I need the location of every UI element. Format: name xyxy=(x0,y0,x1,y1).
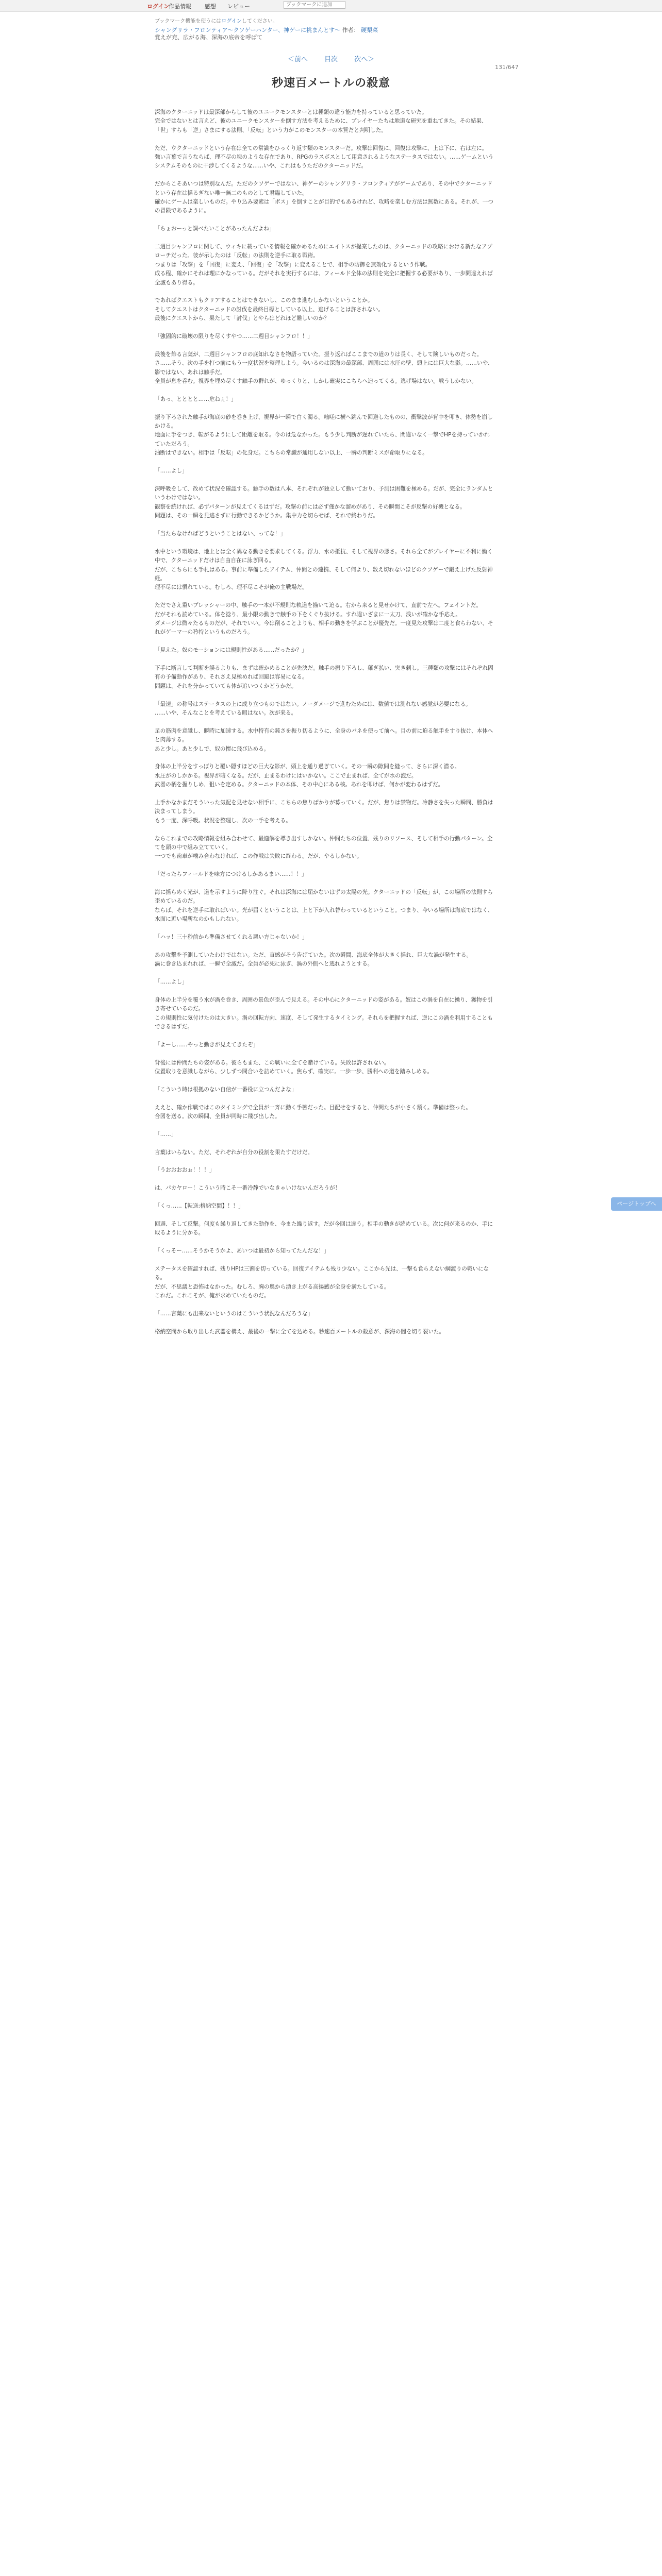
body-paragraph: 「ハッ！三十秒前から準備させてくれる悪い方じゃないか！」 xyxy=(155,934,308,940)
body-paragraph: 地面に手をつき、転がるようにして距離を取る。今のは危なかった。もう少し判断が遅れていたら、間違いなく一撃でHPを持っていかれていただろう。 xyxy=(155,432,490,447)
author-link[interactable]: 硬梨菜 xyxy=(361,27,378,33)
body-paragraph: は、パカヤロー！こういう時こそ一番冷静でいなきゃいけないんだろうが！ xyxy=(155,1185,341,1192)
body-paragraph: 「ちょおーっと調べたいことがあったんだよね」 xyxy=(155,226,275,232)
body-paragraph xyxy=(155,1175,495,1184)
body-paragraph: さ……そう、次の手を打つ前にもう一度状況を整理しよう。今いるのは深海の最深部、周囲には水圧の壁、頭上には巨大な影。……いや、影ではない、あれは触手だ。 xyxy=(155,360,493,376)
body-paragraph: 身体の上半分をすっぽりと覆い隠すほどの巨大な影が、頭上を通り過ぎていく。その一瞬の隙間を縫って、さらに深く潜る。 xyxy=(155,764,460,770)
body-paragraph: 「見えた。奴のモーションには規則性がある……だったか？」 xyxy=(155,647,307,654)
body-paragraph: ……いや、そんなことを考えている暇はない。次が来る。 xyxy=(155,709,297,716)
body-paragraph: 完全ではないとは言えど、彼のユニークモンスターを倒す方法を考えるために、プレイヤーたちは地道な研究を重ねてきた。その結果、「世」すらも「逆」さまにする法則、「反転」という力がこのモンスターの本質だと判明した。 xyxy=(155,118,487,133)
body-paragraph: ならこれまでの攻略情報を組み合わせて、最適解を導き出すしかない。仲間たちの位置、残りのリソース、そして相手の行動パターン。全てを頭の中で組み立てていく。 xyxy=(155,835,493,851)
body-paragraph: だがそれも読めている。体を捻り、最小限の動きで触手の下をくぐり抜ける。すれ違いざまに一太刀、浅いが確かな手応え。 xyxy=(155,611,461,618)
body-paragraph: あと少し。あと少しで、奴の懐に飛び込める。 xyxy=(155,745,270,752)
body-paragraph: 背後には仲間たちの姿がある。彼らもまた、この戦いに全てを賭けている。失敗は許されない。 xyxy=(155,1059,390,1066)
body-paragraph xyxy=(155,287,495,296)
novel-body xyxy=(155,108,495,2576)
body-paragraph: 一つでも歯車が噛み合わなければ、この作戦は失敗に終わる。だが、やるしかない。 xyxy=(155,853,362,860)
body-paragraph xyxy=(155,1094,495,1103)
body-paragraph: 深呼吸をして、改めて状況を確認する。触手の数は八本、それぞれが独立して動いており、予測は困難を極める。だが、完全にランダムというわけではない。 xyxy=(155,485,493,501)
body-paragraph xyxy=(155,924,495,933)
body-paragraph: 理不尽には慣れている。むしろ、理不尽こそが俺の主戦場だ。 xyxy=(155,584,308,591)
body-paragraph xyxy=(155,521,495,530)
body-paragraph xyxy=(155,538,495,547)
body-paragraph: だからこそあいつは特別なんだ。ただのクソゲーではない、神ゲーのシャングリラ・フロンティアがゲームであり、その中でクターニッドという存在は揺るぎない唯一無二のものとして君臨していた。 xyxy=(155,181,492,196)
body-paragraph: 「こういう時は根拠のない自信が一番役に立つんだよな」 xyxy=(155,1086,297,1093)
body-paragraph xyxy=(155,458,495,467)
body-paragraph xyxy=(155,1211,495,1219)
body-paragraph xyxy=(155,234,495,243)
body-paragraph: 「当たらなければどうということはない、ってな！」 xyxy=(155,530,286,537)
body-paragraph: だが、こちらにも手札はある。事前に準備したアイテム、仲間との連携、そして何より、数え切れないほどのクソゲーで鍛え上げた反射神経。 xyxy=(155,566,493,582)
body-paragraph: 身体の上半分を覆う水が渦を巻き、周囲の景色が歪んで見える。その中心にクターニッドの姿がある。奴はこの渦を自在に操り、獲物を引き寄せているのだ。 xyxy=(155,996,493,1012)
notice-login-link[interactable]: ログイン xyxy=(221,19,242,24)
body-paragraph xyxy=(155,324,495,332)
body-paragraph: 「うおおおおぉ！！！」 xyxy=(155,1167,215,1174)
episode-number: 131/647 xyxy=(495,64,519,71)
body-paragraph xyxy=(155,1031,495,1040)
nav-item-work-info[interactable]: 作品情報 xyxy=(169,3,191,10)
body-paragraph: ただでさえ重いプレッシャーの中、触手の一本が不規則な軌道を描いて迫る。右から来ると見せかけて、直前で左へ。フェイントだ。 xyxy=(155,602,482,609)
body-paragraph: ならば、それを逆手に取ればいい。光が届くということは、上と下が入れ替わっているということ。つまり、今いる場所は海底ではなく、水面に近い場所なのかもしれない。 xyxy=(155,907,493,923)
body-paragraph: 回避、そして反撃。何度も繰り返してきた動作を、今また繰り返す。だが今回は違う。相手の動きが読めている。次に何が来るのか、手に取るように分かる。 xyxy=(155,1221,493,1236)
body-paragraph: 上手かなかまだそういった気配を見せない相手に、こちらの焦りばかりが募っていく。だが、焦りは禁物だ。冷静さを失った瞬間、勝負は決まってしまう。 xyxy=(155,799,493,815)
body-paragraph: 水中という環境は、地上とは全く異なる動きを要求してくる。浮力、水の抵抗、そして視界の悪さ。それら全てがプレイヤーに不利に働く中で、クターニッドだけは自由自在に泳ぎ回る。 xyxy=(155,548,493,564)
body-paragraph: 下手に断言して判断を誤るよりも、まずは確かめることが先決だ。触手の振り下ろし、薙ぎ払い、突き刺し。三種類の攻撃にはそれぞれ固有の予備動作があり、それさえ見極めれば回避は容易になる。 xyxy=(155,665,493,681)
body-paragraph xyxy=(155,637,495,646)
body-paragraph xyxy=(155,386,495,395)
nav-item-comments[interactable]: 感想 xyxy=(205,3,216,10)
body-paragraph: 成る程、確かにそれは理にかなっている。だがそれを実行するには、フィールド全体の法則を完全に把握する必要があり、一歩間違えれば全滅もあり得る。 xyxy=(155,270,493,286)
body-paragraph: 「だったらフィールドを味方につけるしかあるまい……！！」 xyxy=(155,871,307,878)
body-paragraph: 「くっ……【転送:格納空間】！！」 xyxy=(155,1203,244,1209)
body-paragraph xyxy=(155,1121,495,1130)
body-paragraph: 観察を続ければ、必ずパターンが見えてくるはずだ。攻撃の前には必ず僅かな溜めがあり、その瞬間こそが反撃の好機となる。 xyxy=(155,503,466,510)
nav-item-review[interactable]: レビュー xyxy=(227,3,250,10)
body-paragraph xyxy=(155,1193,495,1202)
body-paragraph: この規則性に気付けたのは大きい。渦の回転方向、速度、そして発生するタイミング。それらを把握すれば、逆にこの渦を利用することもできるはずだ。 xyxy=(155,1014,493,1030)
body-paragraph: 最後を飾る言葉が、二週目シャンフロの底知れなさを物語っていた。振り返ればここまでの道のりは長く、そして険しいものだった。 xyxy=(155,351,483,358)
body-paragraph: ステータスを確認すれば、残りHPは三割を切っている。回復アイテムも残り少ない。ここから先は、一撃も食らえない綱渡りの戦いになる。 xyxy=(155,1265,489,1281)
body-paragraph: 強い言葉で言うならば、理不尽の塊のような存在であり、RPGのラスボスとして用意されるようなステータスではない。……ゲームというシステムそのものに干渉してくるような……いや、これはもうただのクターニッドだ。 xyxy=(155,154,494,170)
series-title-link[interactable]: シャングリラ・フロンティア〜クソゲーハンター、神ゲーに挑まんとす〜 xyxy=(155,27,341,33)
body-paragraph: 水圧がのしかかる。視界が暗くなる。だが、止まるわけにはいかない。ここで止まれば、全てが水の泡だ。 xyxy=(155,772,417,779)
body-paragraph: 武器の柄を握りしめ、狙いを定める。クターニッドの本体、その中心にある核。あれを叩けば、何かが変わるはずだ。 xyxy=(155,782,444,788)
body-paragraph: つまりは「攻撃」を「回復」に変え、「回復」を「攻撃」に変えることで、相手の防御を無効化するという作戦。 xyxy=(155,261,431,268)
body-paragraph: ダメージは微々たるものだが、それでいい。今は削ることよりも、相手の動きを学ぶことが優先だ。一度見た攻撃は二度と食らわない、それがゲーマーの矜持というものだろう。 xyxy=(155,620,493,636)
body-paragraph xyxy=(155,754,495,762)
body-paragraph xyxy=(155,790,495,799)
body-paragraph: 「最速」の称号はステータスの上に成り立つものではない。ノーダメージで進むためには、数値では測れない感覚が必要になる。 xyxy=(155,701,471,707)
author-label: 作者： xyxy=(342,27,359,33)
body-paragraph xyxy=(155,216,495,225)
body-paragraph xyxy=(155,135,495,144)
body-paragraph: 「強固的に破壊の限りを尽くすやつ……二週目シャンフロ！！」 xyxy=(155,333,313,340)
body-paragraph xyxy=(155,1318,495,1327)
body-paragraph xyxy=(155,1238,495,1247)
notice-prefix: ブックマーク機能を使うには xyxy=(155,19,222,24)
body-paragraph: ただ、ウクターニッドという存在は全ての常識をひっくり返す類のモンスターだ。攻撃は回復に、回復は攻撃に、上は下に、右は左に。 xyxy=(155,145,488,151)
body-paragraph xyxy=(155,1049,495,1058)
body-paragraph: 最後にクエストから、果たして「討伐」とやらはどれほど難しいのか？ xyxy=(155,315,329,322)
body-paragraph xyxy=(155,942,495,951)
body-paragraph: 言葉はいらない。ただ、それぞれが自分の役割を果たすだけだ。 xyxy=(155,1149,313,1156)
body-paragraph: 位置取りを意識しながら、少しずつ間合いを詰めていく。焦らず、確実に。一歩一歩、勝利への道を踏みしめる。 xyxy=(155,1069,433,1075)
body-paragraph: もう一度、深呼吸。状況を整理し、次の一手を考える。 xyxy=(155,817,291,824)
body-paragraph xyxy=(155,1076,495,1085)
body-paragraph xyxy=(155,969,495,978)
body-paragraph: 二週目シャンフロに関して、ウィキに載っている情報を確かめるためにエイトスが提案したのは、クターニッドの攻略における新たなアプローチだった。彼が示したのは「反転」の法則を逆手に取る戦術。 xyxy=(155,244,493,259)
body-paragraph: 深海のクターニッドは最深部からして彼のユニークモンスターとは種類の違う能力を持っていると思っていた。 xyxy=(155,109,427,115)
body-paragraph xyxy=(155,691,495,700)
body-paragraph xyxy=(155,592,495,601)
body-paragraph xyxy=(155,404,495,413)
body-paragraph xyxy=(155,1157,495,1166)
body-paragraph xyxy=(155,1300,495,1309)
body-paragraph xyxy=(155,1139,495,1148)
notice-suffix: してください。 xyxy=(241,19,278,24)
body-paragraph xyxy=(155,171,495,180)
body-paragraph: 振り下ろされた触手が海底の砂を巻き上げ、視界が一瞬で白く濁る。咄嗟に横へ跳んで回避したものの、衝撃波が背中を叩き、体勢を崩しかける。 xyxy=(155,414,493,430)
body-paragraph xyxy=(155,476,495,485)
bookmark-input[interactable] xyxy=(284,1,345,9)
page-top-button[interactable]: ページトップへ xyxy=(611,1197,662,1211)
page-title: 秒速百メートルの殺意 xyxy=(271,77,390,90)
next-link[interactable]: 次へ＞ xyxy=(354,56,375,63)
prev-link[interactable]: ＜前へ xyxy=(287,56,308,63)
body-paragraph xyxy=(155,987,495,995)
body-paragraph: であればクエストもクリアすることはできないし、このまま進むしかないということか。 xyxy=(155,297,373,304)
body-paragraph: 確かにゲームは楽しいものだ。やり込み要素は「ボス」を倒すことが目的でもあるけれど、攻略を楽しむ方法は無数にある。それが、一つの冒険であるように。 xyxy=(155,199,493,214)
episode-pager xyxy=(0,54,662,63)
body-paragraph: 海に揺らめく光が、道を示すように降り注ぐ。それは深海には届かないはずの太陽の光。クターニッドの「反転」が、この場所の法則すら歪めているのだ。 xyxy=(155,889,493,905)
body-paragraph: これだ。これこそが、俺が求めていたものだ。 xyxy=(155,1293,270,1299)
body-paragraph: 全員が息を呑む。視界を埋め尽くす触手の群れが、ゆっくりと、しかし確実にこちらへ迫ってくる。逃げ場はない。戦うしかない。 xyxy=(155,378,477,385)
body-paragraph: 渦に巻き込まれれば、一瞬で全滅だ。全員が必死に泳ぎ、渦の外側へと逃れようとする。 xyxy=(155,961,373,968)
body-paragraph: 問題は、それを分かっていても体が追いつくかどうかだ。 xyxy=(155,683,297,689)
body-paragraph xyxy=(155,718,495,726)
body-paragraph: そしてクエストはクターニッドの討伐を最終目標としている以上、逃げることは許されない。 xyxy=(155,306,384,313)
body-paragraph xyxy=(155,825,495,834)
body-paragraph: 合図を送る。次の瞬間、全員が同時に飛び出した。 xyxy=(155,1113,280,1120)
top-bar-inner xyxy=(147,2,516,10)
login-link[interactable]: ログイン xyxy=(147,3,170,10)
body-paragraph: 「……よし」 xyxy=(155,979,188,985)
body-paragraph xyxy=(155,879,495,888)
body-paragraph: だが、不思議と恐怖はなかった。むしろ、胸の奥から湧き上がる高揚感が全身を満たしている。 xyxy=(155,1283,390,1290)
top-bar xyxy=(0,0,662,12)
body-paragraph xyxy=(155,655,495,664)
body-paragraph xyxy=(155,341,495,350)
body-paragraph: ええと、確か作戦ではこのタイミングで全員が一斉に動く手筈だった。目配せをすると、仲間たちが小さく頷く。準備は整った。 xyxy=(155,1104,471,1111)
body-paragraph: 油断はできない。相手は「反転」の化身だ。こちらの常識が通用しない以上、一瞬の判断ミスが命取りになる。 xyxy=(155,450,428,456)
body-paragraph: 「よーし……やっと動きが見えてきたぞ」 xyxy=(155,1041,259,1048)
series-description: 覚えが充、広がる海、深海の底帝を呼ばて xyxy=(155,34,262,41)
toc-link[interactable]: 目次 xyxy=(324,56,338,63)
body-paragraph: 「あっ、とととと……危ねぇ！」 xyxy=(155,396,237,402)
body-paragraph: 問題は、その一瞬を見逃さずに行動できるかどうか。集中力を切らせば、それで終わりだ。 xyxy=(155,513,379,519)
body-paragraph: 「……よし」 xyxy=(155,468,188,474)
body-paragraph: 足の筋肉を意識し、瞬時に加速する。水中特有の鈍さを振り切るように、全身のバネを使って前へ。目の前に迫る触手をすり抜け、本体へと肉薄する。 xyxy=(155,727,493,743)
body-paragraph xyxy=(155,861,495,870)
body-paragraph: 「……言葉にも出来ないというのはこういう状況なんだろうな」 xyxy=(155,1310,313,1317)
body-paragraph: 「……」 xyxy=(155,1131,177,1138)
body-paragraph: 「くっそー……そうかそうかよ、あいつは最初から知ってたんだな！」 xyxy=(155,1248,329,1254)
bookmark-notice xyxy=(155,16,278,24)
body-paragraph: 格納空間から取り出した武器を構え、最後の一撃に全てを込める。秒速百メートルの殺意が、深海の闇を切り裂いた。 xyxy=(155,1328,445,1335)
body-paragraph: あの攻撃を予測していたわけではない。ただ、直感がそう告げていた。次の瞬間、海底全体が大きく揺れ、巨大な渦が発生する。 xyxy=(155,952,472,958)
body-paragraph xyxy=(155,1256,495,1264)
